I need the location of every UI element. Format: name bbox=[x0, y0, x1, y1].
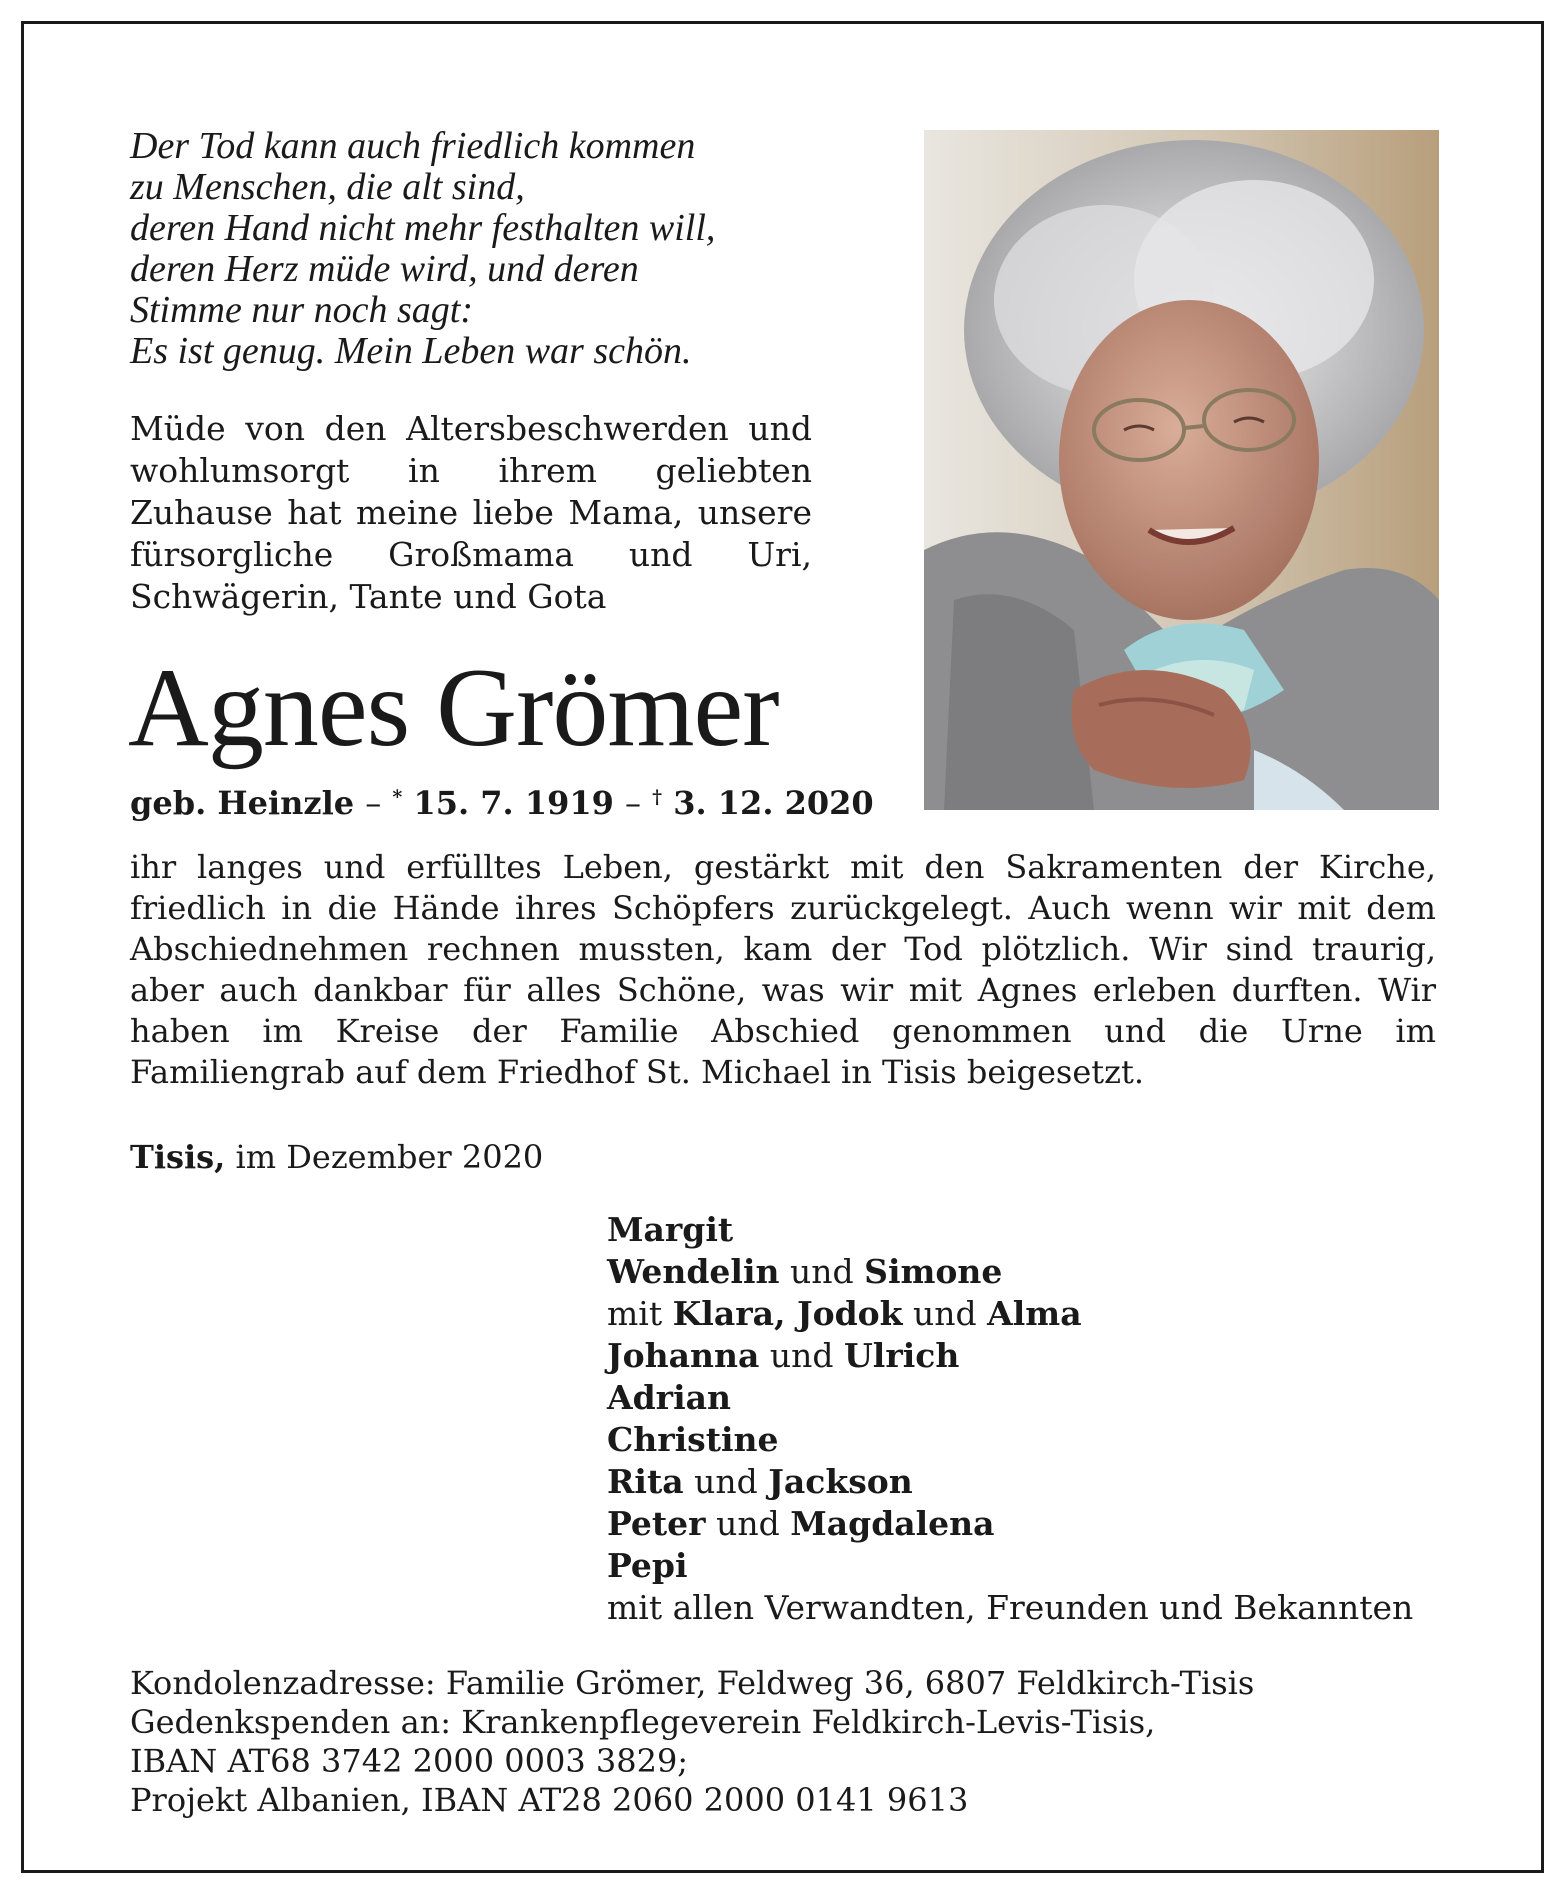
mourner-name: Klara, Jodok bbox=[672, 1294, 903, 1333]
birth-symbol: * bbox=[392, 786, 403, 808]
body-paragraph: ihr langes und erfülltes Leben, gestärkt mit den Sakramenten der Kirche, friedlich in die Hände ihres Schöpfers zurückgelegt. Auch wenn wir mit dem Abschiednehmen rechnen mussten, kam der Tod plötzlich. Wir sind traurig, aber auch dankbar für alles Schöne, was wir mit Agnes erleben durften. Wir haben im Kreise der Familie Abschied genommen und die Urne im Familiengrab auf dem Friedhof St. Michael in Tisis beigesetzt. bbox=[130, 848, 1436, 1091]
portrait-photo bbox=[924, 130, 1439, 810]
connector: und bbox=[716, 1504, 780, 1543]
mourner-line bbox=[607, 1293, 1447, 1335]
mourner-name: Pepi bbox=[607, 1546, 688, 1585]
mourner-line bbox=[607, 1209, 1447, 1251]
project-iban-line: Projekt Albanien, IBAN AT28 2060 2000 0141 9613 bbox=[130, 1781, 969, 1819]
mourner-line bbox=[607, 1335, 1447, 1377]
mourner-name: Jackson bbox=[768, 1462, 913, 1501]
mourner-closing: mit allen Verwandten, Freunden und Bekannten bbox=[607, 1588, 1414, 1627]
birth-date: 15. 7. 1919 bbox=[413, 784, 614, 822]
mourner-name: Magdalena bbox=[790, 1504, 995, 1543]
iban-line: IBAN AT68 3742 2000 0003 3829; bbox=[130, 1742, 689, 1780]
poem-line: Es ist genug. Mein Leben war schön. bbox=[130, 330, 692, 372]
mourner-name: Wendelin bbox=[607, 1252, 780, 1291]
death-symbol: † bbox=[652, 786, 663, 808]
connector: und bbox=[790, 1252, 854, 1291]
birth-death-line bbox=[130, 777, 874, 823]
mourner-name: Peter bbox=[607, 1504, 706, 1543]
condolence-address: Kondolenzadresse: Familie Grömer, Feldweg 36, 6807 Feldkirch-Tisis bbox=[130, 1664, 1255, 1702]
mourner-line bbox=[607, 1461, 1447, 1503]
poem bbox=[130, 126, 850, 372]
poem-line: Stimme nur noch sagt: bbox=[130, 289, 474, 331]
poem-line: deren Hand nicht mehr festhalten will, bbox=[130, 207, 716, 249]
mourner-name: Simone bbox=[864, 1252, 1003, 1291]
place-city: Tisis, bbox=[130, 1138, 226, 1176]
mourners-list bbox=[607, 1209, 1447, 1629]
poem-line: zu Menschen, die alt sind, bbox=[130, 166, 525, 208]
mourner-name: Margit bbox=[607, 1210, 734, 1249]
portrait-illustration bbox=[924, 130, 1439, 810]
mourner-line bbox=[607, 1251, 1447, 1293]
intro-paragraph: Müde von den Altersbeschwerden und wohlumsorgt in ihrem geliebten Zuhause hat meine liebe Mama, unsere fürsorgliche Großmama und Uri, Schwägerin, Tante und Gota bbox=[130, 409, 812, 616]
donation-line: Gedenkspenden an: Krankenpflegeverein Feldkirch-Levis-Tisis, bbox=[130, 1703, 1156, 1741]
mourner-line bbox=[607, 1419, 1447, 1461]
mourner-line bbox=[607, 1377, 1447, 1419]
connector: und bbox=[769, 1336, 834, 1375]
place-date: im Dezember 2020 bbox=[235, 1138, 544, 1176]
connector: und bbox=[694, 1462, 758, 1501]
mourner-name: Johanna bbox=[607, 1336, 760, 1375]
poem-line: Der Tod kann auch friedlich kommen bbox=[130, 125, 696, 167]
mourner-line bbox=[607, 1503, 1447, 1545]
mourner-name: Christine bbox=[607, 1420, 779, 1459]
connector: mit bbox=[607, 1294, 663, 1333]
place-date-line bbox=[130, 1137, 543, 1177]
contact-block bbox=[130, 1664, 1430, 1820]
birth-name: geb. Heinzle bbox=[130, 784, 355, 822]
mourner-name: Adrian bbox=[607, 1378, 731, 1417]
poem-line: deren Herz müde wird, und deren bbox=[130, 248, 639, 290]
deceased-name: Agnes Grömer bbox=[128, 646, 779, 770]
mourner-name: Rita bbox=[607, 1462, 684, 1501]
mourner-line bbox=[607, 1545, 1447, 1587]
death-date: 3. 12. 2020 bbox=[673, 784, 874, 822]
mourner-name: Ulrich bbox=[844, 1336, 960, 1375]
dash-separator: – bbox=[365, 784, 382, 822]
connector: und bbox=[913, 1294, 977, 1333]
dash-separator: – bbox=[625, 784, 642, 822]
mourner-name: Alma bbox=[987, 1294, 1082, 1333]
